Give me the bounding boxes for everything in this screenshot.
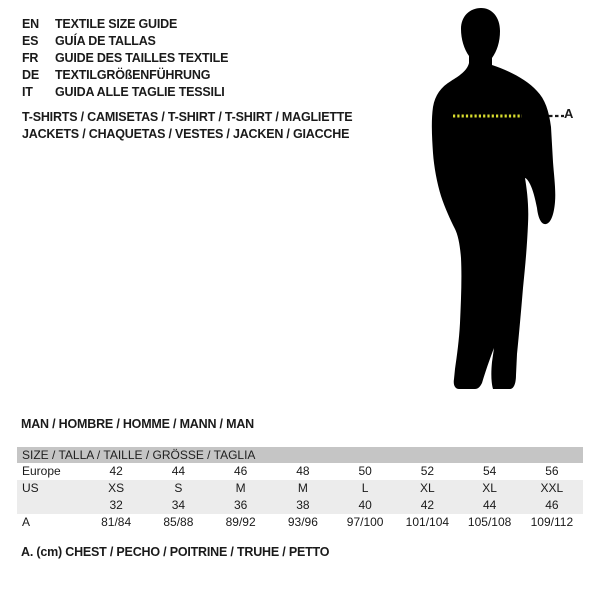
language-row xyxy=(22,16,228,33)
table-cell: 81/84 xyxy=(101,515,132,529)
language-row xyxy=(22,33,228,50)
measurement-footnote: A. (cm) CHEST / PECHO / POITRINE / TRUHE / PETTO xyxy=(21,545,330,559)
language-guide-list xyxy=(22,16,228,101)
table-cell: 97/100 xyxy=(346,515,384,529)
table-cell: 46 xyxy=(545,498,559,512)
language-row xyxy=(22,50,228,67)
table-cell: M xyxy=(235,481,246,495)
table-cell: 56 xyxy=(545,464,559,478)
table-cell: 38 xyxy=(296,498,310,512)
language-row xyxy=(22,84,228,101)
table-cell: 89/92 xyxy=(225,515,256,529)
category-jackets: JACKETS / CHAQUETAS / VESTES / JACKEN / GIACCHE xyxy=(22,127,350,141)
table-cell: 93/96 xyxy=(287,515,318,529)
table-cell: 44 xyxy=(171,464,186,478)
row-label: A xyxy=(22,515,31,529)
table-cell: 36 xyxy=(233,498,248,512)
row-label xyxy=(17,497,85,514)
table-row-chest-a xyxy=(17,514,583,531)
table-cell: 40 xyxy=(358,498,372,512)
table-cell: XXL xyxy=(540,481,564,495)
table-cell: XL xyxy=(482,481,497,495)
table-cell: 34 xyxy=(171,498,186,512)
language-code: IT xyxy=(22,85,33,99)
table-cell: S xyxy=(174,481,183,495)
table-cell: 42 xyxy=(109,464,123,478)
table-cell: 52 xyxy=(420,464,435,478)
row-label: US xyxy=(22,481,39,495)
table-row-europe xyxy=(17,463,583,480)
size-table-header: SIZE / TALLA / TAILLE / GRÖSSE / TAGLIA xyxy=(17,447,583,463)
table-cell: 105/108 xyxy=(467,515,512,529)
category-list xyxy=(22,109,352,143)
table-row-us xyxy=(17,480,583,497)
table-cell: 48 xyxy=(296,464,310,478)
table-cell: 101/104 xyxy=(405,515,450,529)
table-cell: XL xyxy=(420,481,435,495)
table-cell: 42 xyxy=(420,498,435,512)
language-label: TEXTILE SIZE GUIDE xyxy=(55,17,178,31)
table-cell: 32 xyxy=(109,498,123,512)
language-code: ES xyxy=(22,34,39,48)
section-heading-man: MAN / HOMBRE / HOMME / MANN / MAN xyxy=(21,417,254,431)
language-code: FR xyxy=(22,51,39,65)
category-tshirts: T-SHIRTS / CAMISETAS / T-SHIRT / T-SHIRT / MAGLIETTE xyxy=(22,110,353,124)
measure-label-a: A xyxy=(564,106,574,121)
table-cell: 85/88 xyxy=(163,515,194,529)
table-cell: 44 xyxy=(482,498,497,512)
language-label: GUIDA ALLE TAGLIE TESSILI xyxy=(55,85,225,99)
language-label: GUIDE DES TAILLES TEXTILE xyxy=(55,51,229,65)
table-cell: 50 xyxy=(358,464,372,478)
language-label: TEXTILGRÖßENFÜHRUNG xyxy=(55,68,211,82)
table-cell: 54 xyxy=(482,464,497,478)
language-code: EN xyxy=(22,17,39,31)
table-cell: 109/112 xyxy=(530,515,574,529)
table-cell: M xyxy=(297,481,308,495)
man-silhouette-figure xyxy=(415,4,575,394)
row-label: Europe xyxy=(22,464,61,478)
table-cell: 46 xyxy=(233,464,248,478)
size-table xyxy=(17,447,583,531)
language-code: DE xyxy=(22,68,39,82)
language-label: GUÍA DE TALLAS xyxy=(55,34,156,48)
table-cell: L xyxy=(361,481,369,495)
table-cell: XS xyxy=(108,481,125,495)
man-silhouette xyxy=(432,8,555,389)
table-row-numeric xyxy=(17,497,583,514)
language-row xyxy=(22,67,228,84)
